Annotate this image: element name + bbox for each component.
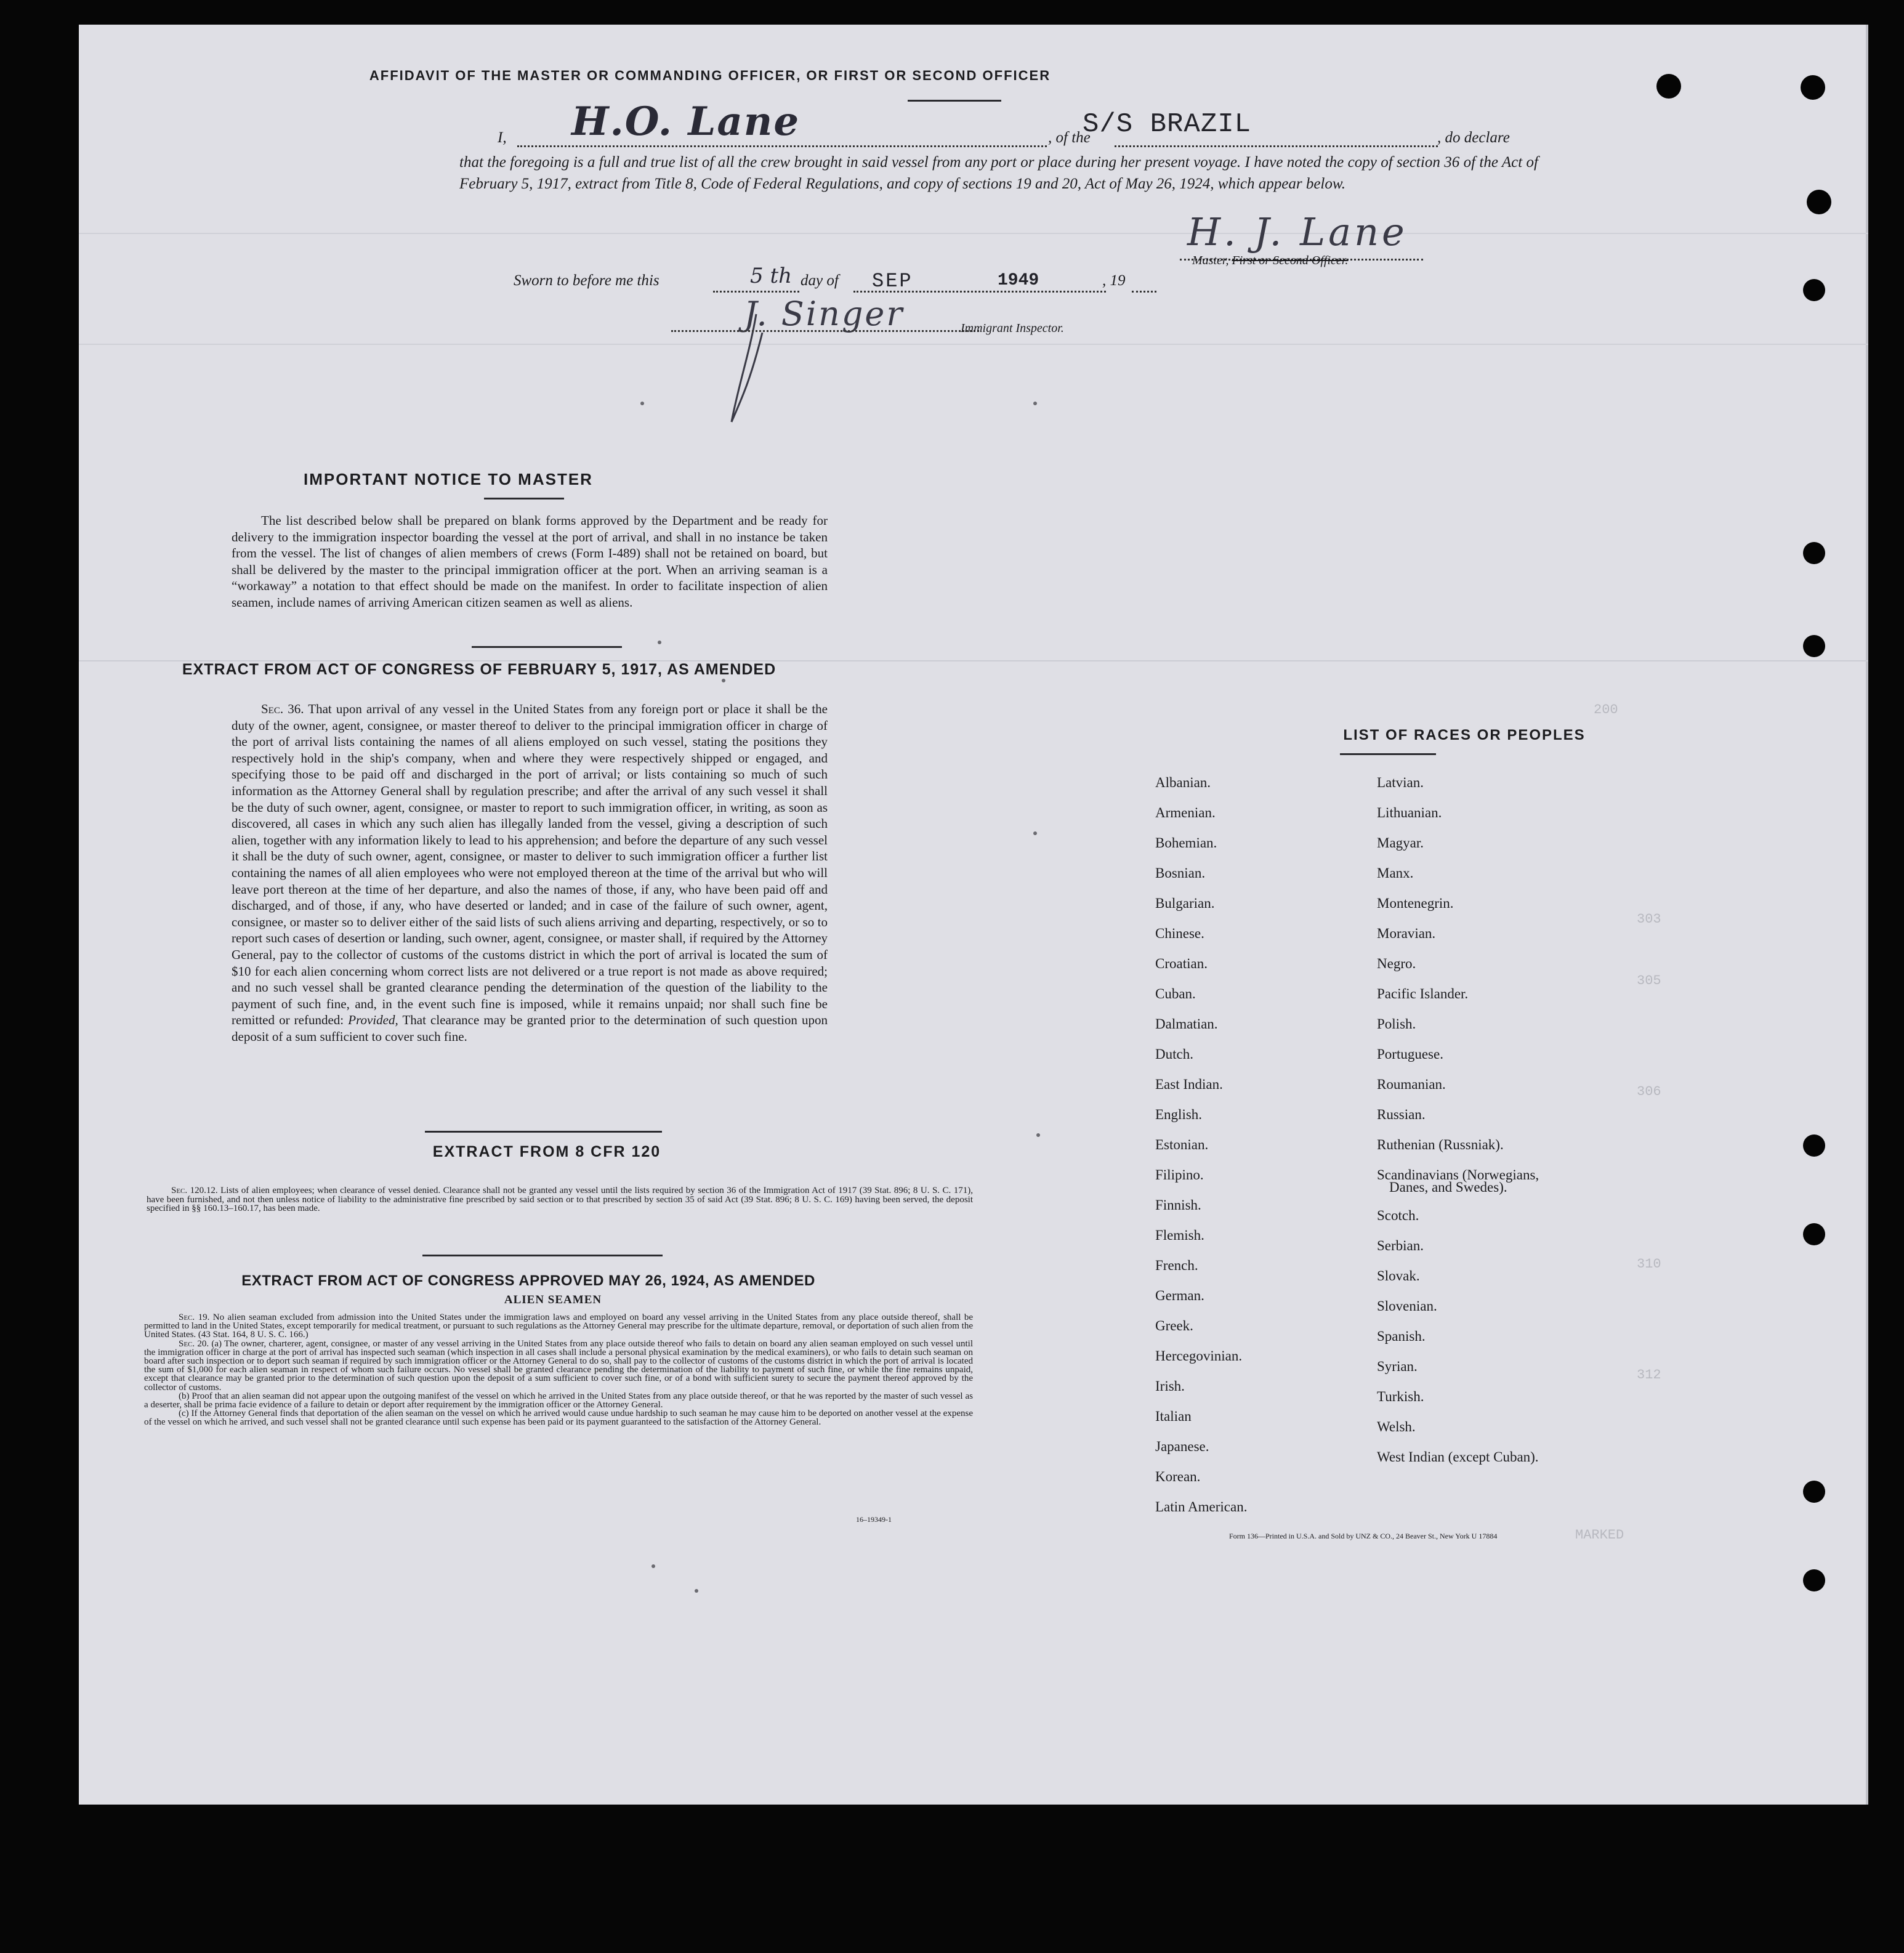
- race-item: Moravian.: [1377, 926, 1436, 941]
- sec-20c: (c) If the Attorney General finds that deportation of the alien seaman on the vessel on which he arrived would cause undue hardship to such seaman he may cause him to be deported on another vessel at the expense of the vessel on which he arrived, and such vessel shall not be granted clearance until such expense has been paid or its payment guaranteed to the satisfaction of the Attorney General.: [144, 1409, 973, 1428]
- binder-hole: [1803, 1223, 1825, 1245]
- race-item: Serbian.: [1377, 1238, 1424, 1253]
- race-item: Bohemian.: [1155, 835, 1217, 851]
- race-item: Welsh.: [1377, 1419, 1416, 1434]
- page-edge: [1866, 25, 1868, 1805]
- race-item: Danes, and Swedes).: [1389, 1179, 1507, 1195]
- speck: [640, 402, 644, 405]
- race-item: Spanish.: [1377, 1328, 1426, 1344]
- bleed-text: 312: [1637, 1367, 1661, 1383]
- binder-hole: [1803, 279, 1825, 301]
- race-item: Finnish.: [1155, 1197, 1201, 1213]
- binder-hole: [1801, 75, 1825, 100]
- inspector-caption: Immigrant Inspector.: [961, 321, 1064, 335]
- title-underline: [908, 100, 1001, 102]
- sec-20a: [144, 1340, 973, 1392]
- vessel-name: S/S BRAZIL: [1083, 109, 1252, 140]
- sec-20-label: Sec. 20.: [179, 1338, 209, 1349]
- race-item: Irish.: [1155, 1378, 1185, 1394]
- day-of-label: day of: [801, 272, 839, 289]
- race-item: English.: [1155, 1107, 1203, 1122]
- race-item: Scandinavians (Norwegians,: [1377, 1167, 1539, 1183]
- race-item: Pacific Islander.: [1377, 986, 1469, 1001]
- race-item: Scotch.: [1377, 1208, 1419, 1223]
- speck: [1033, 402, 1037, 405]
- race-item: Hercegovinian.: [1155, 1348, 1243, 1364]
- race-item: Negro.: [1377, 956, 1416, 971]
- race-item: Syrian.: [1377, 1359, 1418, 1374]
- race-item: Korean.: [1155, 1469, 1201, 1484]
- sworn-prefix: Sworn to before me this: [514, 272, 660, 289]
- race-item: Slovenian.: [1377, 1298, 1437, 1314]
- sec-120-text: Lists of alien employees; when clearance of vessel denied. Clearance shall not be granted any vessel until the lists required by section 36 of the Immigration Act of 1917 (39 Stat. 896; 8 U. S. C. 171), have been furnished, and not then unless notice of liability to the administrative fine prescribed by said section or to that prescribed by section 35 of said Act (39 Stat. 896; 8 U. S. C. 169) having been served, the deposit specified in §§ 160.13–160.17, has been made.: [147, 1186, 973, 1213]
- race-item: Cuban.: [1155, 986, 1196, 1001]
- speck: [722, 679, 725, 682]
- race-item: Roumanian.: [1377, 1077, 1446, 1092]
- race-item: Flemish.: [1155, 1227, 1204, 1243]
- sec-20b: (b) Proof that an alien seaman did not appear upon the outgoing manifest of the vessel on which he arrived in the United States from any place outside thereof, or that he was reported by the master of such vessel as a deserter, shall be prima facie evidence of a failure to detain or deport after requirement by the immigration officer or the Attorney General.: [144, 1391, 973, 1410]
- form-code: 16–19349-1: [856, 1515, 892, 1524]
- seamen-top-rule: [422, 1255, 663, 1256]
- sec-36-label: Sec. 36.: [261, 702, 304, 716]
- binder-hole: [1807, 190, 1831, 214]
- notice-title: IMPORTANT NOTICE TO MASTER: [304, 470, 593, 488]
- bleed-line: [79, 344, 1868, 345]
- notice-body: The list described below shall be prepared on blank forms approved by the Department and be ready for delivery to the immigration inspector boarding the vessel at the port of arrival, and shall in no instance be taken from the vessel. The list of changes of alien members of crews (Form I-489) shall not be retained on board, but shall be delivered by the master to the principal immigration officer at the port. When an arriving seaman is a “workaway” a notation to that effect should be made on the manifest. In order to facilitate inspection of alien seamen, include names of arriving American citizen seamen as well as aliens.: [232, 513, 828, 610]
- inspector-signature: J. Singer: [744, 294, 905, 333]
- race-item: Chinese.: [1155, 926, 1204, 941]
- race-item: Bosnian.: [1155, 865, 1206, 881]
- speck: [1036, 1133, 1040, 1137]
- race-item: Manx.: [1377, 865, 1414, 881]
- race-item: Polish.: [1377, 1016, 1416, 1032]
- speck: [695, 1589, 698, 1593]
- year-line: [1132, 291, 1156, 293]
- affidavit-do-declare: , do declare: [1437, 129, 1510, 146]
- race-item: Montenegrin.: [1377, 896, 1454, 911]
- binder-hole: [1803, 1134, 1825, 1157]
- bleed-line: [79, 233, 1868, 234]
- bleed-text: MARKED: [1575, 1527, 1624, 1543]
- binder-hole: [1803, 635, 1825, 657]
- master-name-handwritten: H.O. Lane: [571, 99, 801, 145]
- race-item: Croatian.: [1155, 956, 1208, 971]
- race-item: Dalmatian.: [1155, 1016, 1218, 1032]
- sec-36-proviso: Provided,: [348, 1013, 398, 1028]
- race-item: Dutch.: [1155, 1046, 1193, 1062]
- sec-19-text: No alien seaman excluded from admission into the United States under the immigration laws and employed on board any vessel arriving in the United States from any place outside thereof, shall be permitted to land in the United States, except temporarily for medical treatment, or pursuant to such regulations as the Attorney General may prescribe for the ultimate departure, removal, or deportation of such alien from the United States. (43 Stat. 164, 8 U. S. C. 166.): [144, 1312, 973, 1340]
- master-signature: H. J. Lane: [1187, 209, 1408, 254]
- affidavit-i-prefix: I,: [498, 129, 507, 146]
- binder-hole: [1803, 542, 1825, 564]
- bleed-text: 303: [1637, 912, 1661, 927]
- race-item: Magyar.: [1377, 835, 1424, 851]
- affidavit-title: AFFIDAVIT OF THE MASTER OR COMMANDING OFFICER, OR FIRST OR SECOND OFFICER: [369, 68, 1051, 83]
- sworn-day-line: [713, 291, 799, 293]
- race-item: German.: [1155, 1288, 1204, 1303]
- sec-36-text-end: That clearance may be granted prior to the determination of such question upon deposit of a sum sufficient to cover such fine.: [232, 1013, 828, 1044]
- extract-cfr-body: [147, 1186, 973, 1213]
- bleed-text: 306: [1637, 1084, 1661, 1099]
- master-caption-struck: First or Second Officer.: [1232, 254, 1349, 267]
- races-left-column: [1155, 767, 1402, 1522]
- race-item: East Indian.: [1155, 1077, 1223, 1092]
- inspector-signature-stroke: [719, 308, 793, 431]
- extract-1917-body: [232, 701, 828, 1045]
- race-item: Latvian.: [1377, 775, 1424, 790]
- bleed-text: 200: [1594, 702, 1618, 718]
- extract-1924-body: [144, 1313, 973, 1427]
- sworn-month: SEP: [872, 270, 913, 293]
- form-footer: Form 136—Printed in U.S.A. and Sold by UNZ & CO., 24 Beaver St., New York U 17884: [1229, 1532, 1498, 1540]
- notice-divider: [472, 646, 622, 648]
- bleed-text: 310: [1637, 1256, 1661, 1272]
- races-title-underline: [1340, 753, 1436, 755]
- race-item: Russian.: [1377, 1107, 1426, 1122]
- sec-120-label: Sec. 120.12.: [171, 1186, 218, 1195]
- race-item: Greek.: [1155, 1318, 1193, 1333]
- sec-36-text: That upon arrival of any vessel in the United States from any foreign port or place it shall be the duty of the owner, agent, consignee, or master thereof to deliver to the principal immigration officer in charge of the port of arrival lists containing the names of all aliens employed on such vessel, stating the positions they respectively hold in the ship's company, when and where they were respectively shipped or engaged, and specifying those to be paid off and discharged in the port of arrival; or lists containing so much of such information as the Attorney General shall by regulation prescribe; and after the arrival of any such vessel it shall be the duty of such owner, agent, consignee, or master to report to such immigration officer, in writing, as soon as discovered, all cases in which any such alien has illegally landed from the vessel, giving a description of such alien, together with any information likely to lead to his apprehension; and before the departure of any such vessel it shall be the duty of such owner, agent, consignee, or master to deliver to such immigration officer a further list containing the names of all alien employees who were not employed thereon at the time of the arrival but who will leave port thereon at the time of her departure, and also the names of those, if any, who have been paid off and discharged, and of those, if any, who have deserted or landed; and in case of the failure of such owner, agent, consignee, or master so to deliver either of the said lists of such aliens arriving and departing, respectively, or so to report such cases of desertion or landing, such owner, agent, consignee, or master shall, if required by the Attorney General, pay to the collector of customs of the customs district in which the port of arrival is located the sum of $10 for each alien concerning whom correct lists are not delivered or a true report is not made as above required; and no such vessel shall be granted clearance pending the determination of the question of the liability to the payment of such fine, and, in the event such fine is imposed, while it remains unpaid; nor shall such fine be remitted or refunded:: [232, 702, 828, 1028]
- sworn-year-stamp: 1949: [998, 271, 1039, 290]
- race-item: Latin American.: [1155, 1499, 1248, 1514]
- master-caption-label: Master,: [1192, 254, 1229, 267]
- extract-1924-title: EXTRACT FROM ACT OF CONGRESS APPROVED MAY 26, 1924, AS AMENDED: [241, 1272, 815, 1289]
- race-item: Bulgarian.: [1155, 896, 1215, 911]
- race-item: Ruthenian (Russniak).: [1377, 1137, 1504, 1152]
- notice-title-underline: [484, 498, 564, 499]
- races-right-column: [1377, 767, 1685, 1472]
- race-item: Japanese.: [1155, 1439, 1209, 1454]
- vessel-line: [1115, 145, 1438, 147]
- race-item: Armenian.: [1155, 805, 1216, 820]
- document-page: [79, 25, 1868, 1805]
- race-item: Turkish.: [1377, 1389, 1424, 1404]
- race-item: Estonian.: [1155, 1137, 1209, 1152]
- master-name-line: [517, 145, 1047, 147]
- bleed-text: 305: [1637, 973, 1661, 989]
- speck: [651, 1564, 655, 1568]
- binder-hole: [1656, 74, 1681, 99]
- extract-1917-title: EXTRACT FROM ACT OF CONGRESS OF FEBRUARY 5, 1917, AS AMENDED: [182, 661, 777, 678]
- sworn-day: 5 th: [750, 264, 792, 288]
- sec-19-label: Sec. 19.: [179, 1312, 210, 1322]
- race-item: Slovak.: [1377, 1268, 1420, 1284]
- affidavit-of-the: , of the: [1048, 129, 1091, 146]
- race-item: Portuguese.: [1377, 1046, 1443, 1062]
- race-item: West Indian (except Cuban).: [1377, 1449, 1539, 1465]
- binder-hole: [1803, 1481, 1825, 1503]
- race-item: Italian: [1155, 1409, 1192, 1424]
- extract-cfr-title: EXTRACT FROM 8 CFR 120: [432, 1143, 661, 1160]
- cfr-top-rule: [425, 1131, 662, 1133]
- sec-19: [144, 1313, 973, 1340]
- race-item: Albanian.: [1155, 775, 1211, 790]
- extract-1924-subtitle: ALIEN SEAMEN: [504, 1293, 602, 1306]
- race-item: French.: [1155, 1258, 1198, 1273]
- races-title: LIST OF RACES OR PEOPLES: [1343, 727, 1586, 743]
- affidavit-declaration: that the foregoing is a full and true list of all the crew brought in said vessel from any port or place during her present voyage. I have noted the copy of section 36 of the Act of February 5, 1917, extract from Title 8, Code of Federal Regulations, and copy of sections 19 and 20, Act of May 26, 1924, which appear below.: [459, 154, 1538, 192]
- speck: [658, 641, 661, 644]
- speck: [1033, 831, 1037, 835]
- inspector-line: [671, 330, 979, 332]
- race-item: Filipino.: [1155, 1167, 1204, 1183]
- master-caption: [1192, 254, 1348, 268]
- year-suffix: , 19: [1102, 272, 1126, 289]
- race-item: Lithuanian.: [1377, 805, 1442, 820]
- binder-hole: [1803, 1569, 1825, 1591]
- sec-20a-text: (a) The owner, charterer, agent, consignee, or master of any vessel arriving in the United States from any place outside thereof who fails to detain on board any alien seaman employed on such vessel until the immigration officer in charge at the port of arrival has inspected such seaman (which inspection in all cases shall include a personal physical examination by the medical examiners), or who fails to detain such seaman on board after such inspection or to deport such seaman if required by such immigration officer or the Attorney General to do so, shall pay to the collector of customs of the customs district in which the port of arrival is located the sum of $1,000 for each alien seaman in respect of whom such failure occurs. No vessel shall be granted clearance pending the determination of the liability to payment of such fine, or while the fine remains unpaid, except that clearance may be granted prior to the determination of such question upon the deposit of a sum sufficient to cover such fine, or of a bond with sufficient surety to secure the payment thereof approved by the collector of customs.: [144, 1338, 974, 1393]
